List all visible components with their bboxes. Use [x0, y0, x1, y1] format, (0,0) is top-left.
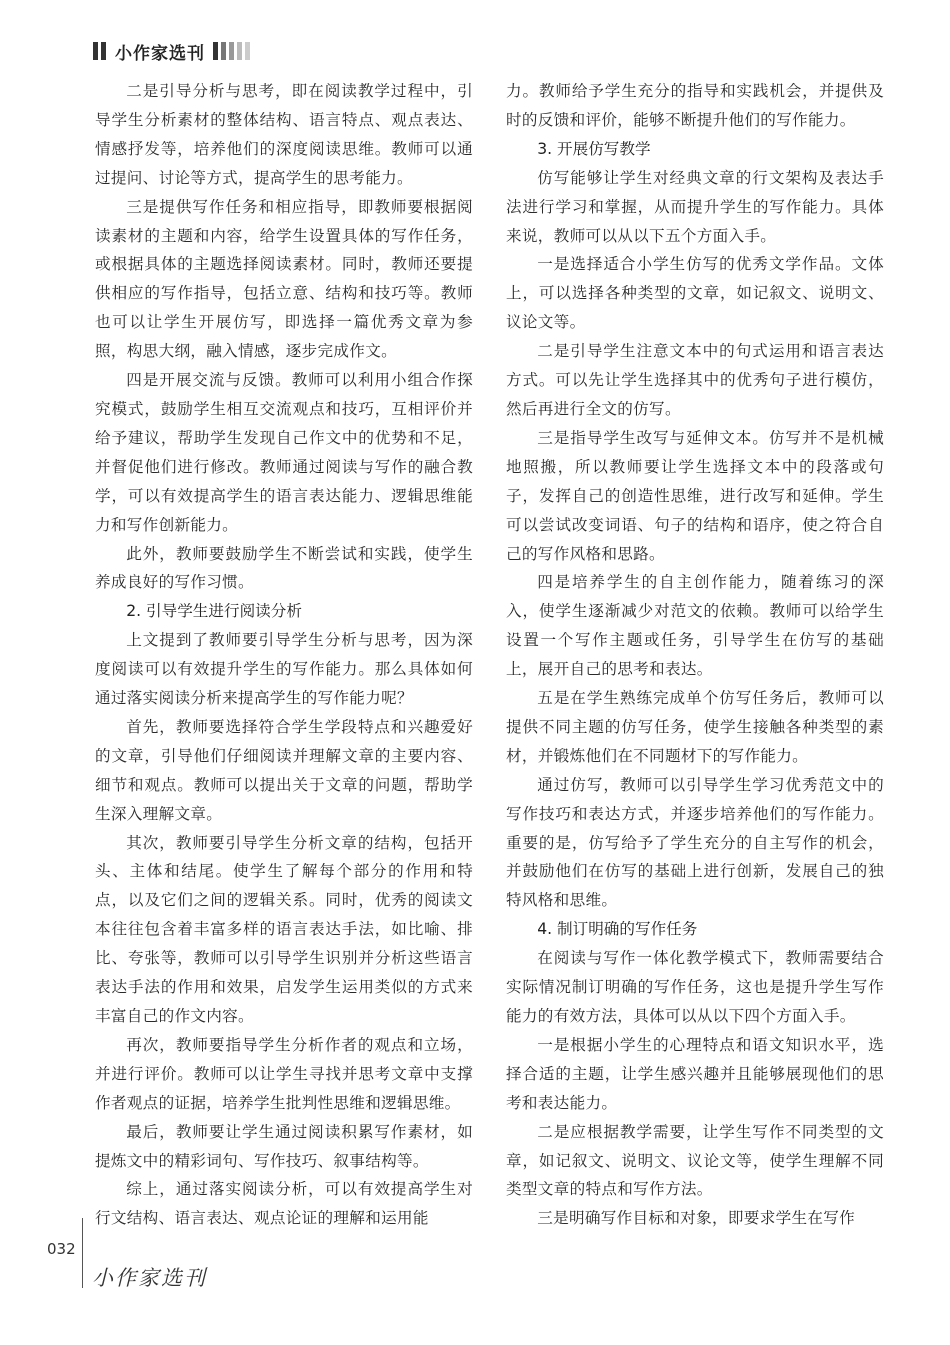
paragraph: 二是引导学生注意文本中的句式运用和语言表达方式。可以先让学生选择其中的优秀句子进行模仿，然后再进行全文的仿写。: [506, 342, 884, 418]
paragraph: 上文提到了教师要引导学生分析与思考，因为深度阅读可以有效提升学生的写作能力。那么具体如何通过落实阅读分析来提高学生的写作能力呢？: [95, 631, 473, 708]
header-bar-icon: [237, 42, 242, 60]
header-bar-icon: [101, 42, 106, 60]
paragraph: 三是指导学生改写与延伸文本。仿写并不是机械地照搬，所以教师要让学生选择文本中的段落或句子，发挥自己的创造性思维，进行改写和延伸。学生可以尝试改变词语、句子的结构和语序，使之符合自己的写作风格和思路。: [506, 428, 884, 563]
header-bar-icon: [221, 42, 226, 60]
paragraph: 三是提供写作任务和相应指导，即教师要根据阅读素材的主题和内容，给学生设置具体的写作任务，或根据具体的主题选择阅读素材。同时，教师还要提供相应的写作指导，包括立意、结构和技巧等。教师也可以让学生开展仿写，即选择一篇优秀文章为参照，构思大纲，融入情感，逐步完成作文。: [95, 197, 473, 361]
paragraph: 四是开展交流与反馈。教师可以利用小组合作探究模式，鼓励学生相互交流观点和技巧，互相评价并给予建议，帮助学生发现自己作文中的优势和不足，并督促他们进行修改。教师通过阅读与写作的融合教学，可以有效提高学生的语言表达能力、逻辑思维能力和写作创新能力。: [95, 371, 473, 534]
paragraph: 一是根据小学生的心理特点和语文知识水平，选择合适的主题，让学生感兴趣并且能够展现他们的思考和表达能力。: [506, 1035, 884, 1112]
paragraph: 在阅读与写作一体化教学模式下，教师需要结合实际情况制订明确的写作任务，这也是提升学生写作能力的有效方法，具体可以从以下四个方面入手。: [506, 949, 884, 1025]
header-bar-icon: [229, 42, 234, 60]
paragraph: 通过仿写，教师可以引导学生学习优秀范文中的写作技巧和表达方式，并逐步培养他们的写作能力。重要的是，仿写给予了学生充分的自主写作的机会，并鼓励他们在仿写的基础上进行创新，发展自己的独特风格和思维。: [506, 775, 884, 910]
header-bar-icon: [93, 42, 98, 60]
section-heading: 3. 开展仿写教学: [537, 139, 651, 158]
paragraph: 此外，教师要鼓励学生不断尝试和实践，使学生养成良好的写作习惯。: [95, 544, 473, 592]
paragraph: 三是明确写作目标和对象，即要求学生在写作: [537, 1209, 856, 1228]
paragraph: 五是在学生熟练完成单个仿写任务后，教师可以提供不同主题的仿写任务，使学生接触各种类型的素材，并锻炼他们在不同题材下的写作能力。: [506, 689, 884, 765]
paragraph: 综上，通过落实阅读分析，可以有效提高学生对行文结构、语言表达、观点论证的理解和运用能: [95, 1180, 473, 1228]
paragraph: 二是引导分析与思考，即在阅读教学过程中，引导学生分析素材的整体结构、语言特点、观点表达、情感抒发等，培养他们的深度阅读思维。教师可以通过提问、讨论等方式，提高学生的思考能力。: [95, 82, 473, 187]
header-bar-icon: [245, 42, 250, 60]
footer-divider: [82, 1218, 83, 1288]
paragraph: 二是应根据教学需要，让学生写作不同类型的文章，如记叙文、说明文、议论文等，使学生理解不同类型文章的特点和写作方法。: [506, 1122, 884, 1199]
page-number: 032: [47, 1240, 76, 1258]
footer-logo: 小作家选刊: [92, 1266, 207, 1290]
header-bar-icon: [213, 42, 218, 60]
paragraph: 仿写能够让学生对经典文章的行文架构及表达手法进行学习和掌握，从而提升学生的写作能力。具体来说，教师可以从以下五个方面入手。: [506, 168, 884, 245]
running-header: [93, 40, 253, 62]
paragraph: 首先，教师要选择符合学生学段特点和兴趣爱好的文章，引导他们仔细阅读并理解文章的主要内容、细节和观点。教师可以提出关于文章的问题，帮助学生深入理解文章。: [95, 717, 473, 823]
paragraph: 力。教师给予学生充分的指导和实践机会，并提供及时的反馈和评价，能够不断提升他们的写作能力。: [506, 82, 884, 129]
section-heading: 4. 制订明确的写作任务: [537, 920, 698, 939]
right-column: [506, 77, 884, 1233]
paragraph: 四是培养学生的自主创作能力，随着练习的深入，使学生逐渐减少对范文的依赖。教师可以给学生设置一个写作主题或任务，引导学生在仿写的基础上，展开自己的思考和表达。: [506, 573, 884, 679]
journal-title: 小作家选刊: [115, 43, 205, 64]
paragraph: 一是选择适合小学生仿写的优秀文学作品。文体上，可以选择各种类型的文章，如记叙文、说明文、议论文等。: [506, 255, 884, 332]
paragraph: 再次，教师要指导学生分析作者的观点和立场，并进行评价。教师可以让学生寻找并思考文章中支撑作者观点的证据，培养学生批判性思维和逻辑思维。: [95, 1035, 473, 1112]
section-heading: 2. 引导学生进行阅读分析: [126, 602, 302, 621]
paragraph: 其次，教师要引导学生分析文章的结构，包括开头、主体和结尾。使学生了解每个部分的作用和特点，以及它们之间的逻辑关系。同时，优秀的阅读文本往往包含着丰富多样的语言表达手法，如比喻、排比、夸张等，教师可以引导学生识别并分析这些语言表达手法的作用和效果，启发学生运用类似的方式来丰富自己的作文内容。: [95, 833, 473, 1025]
left-column: [95, 77, 473, 1233]
paragraph: 最后，教师要让学生通过阅读积累写作素材，如提炼文中的精彩词句、写作技巧、叙事结构等。: [95, 1122, 473, 1170]
